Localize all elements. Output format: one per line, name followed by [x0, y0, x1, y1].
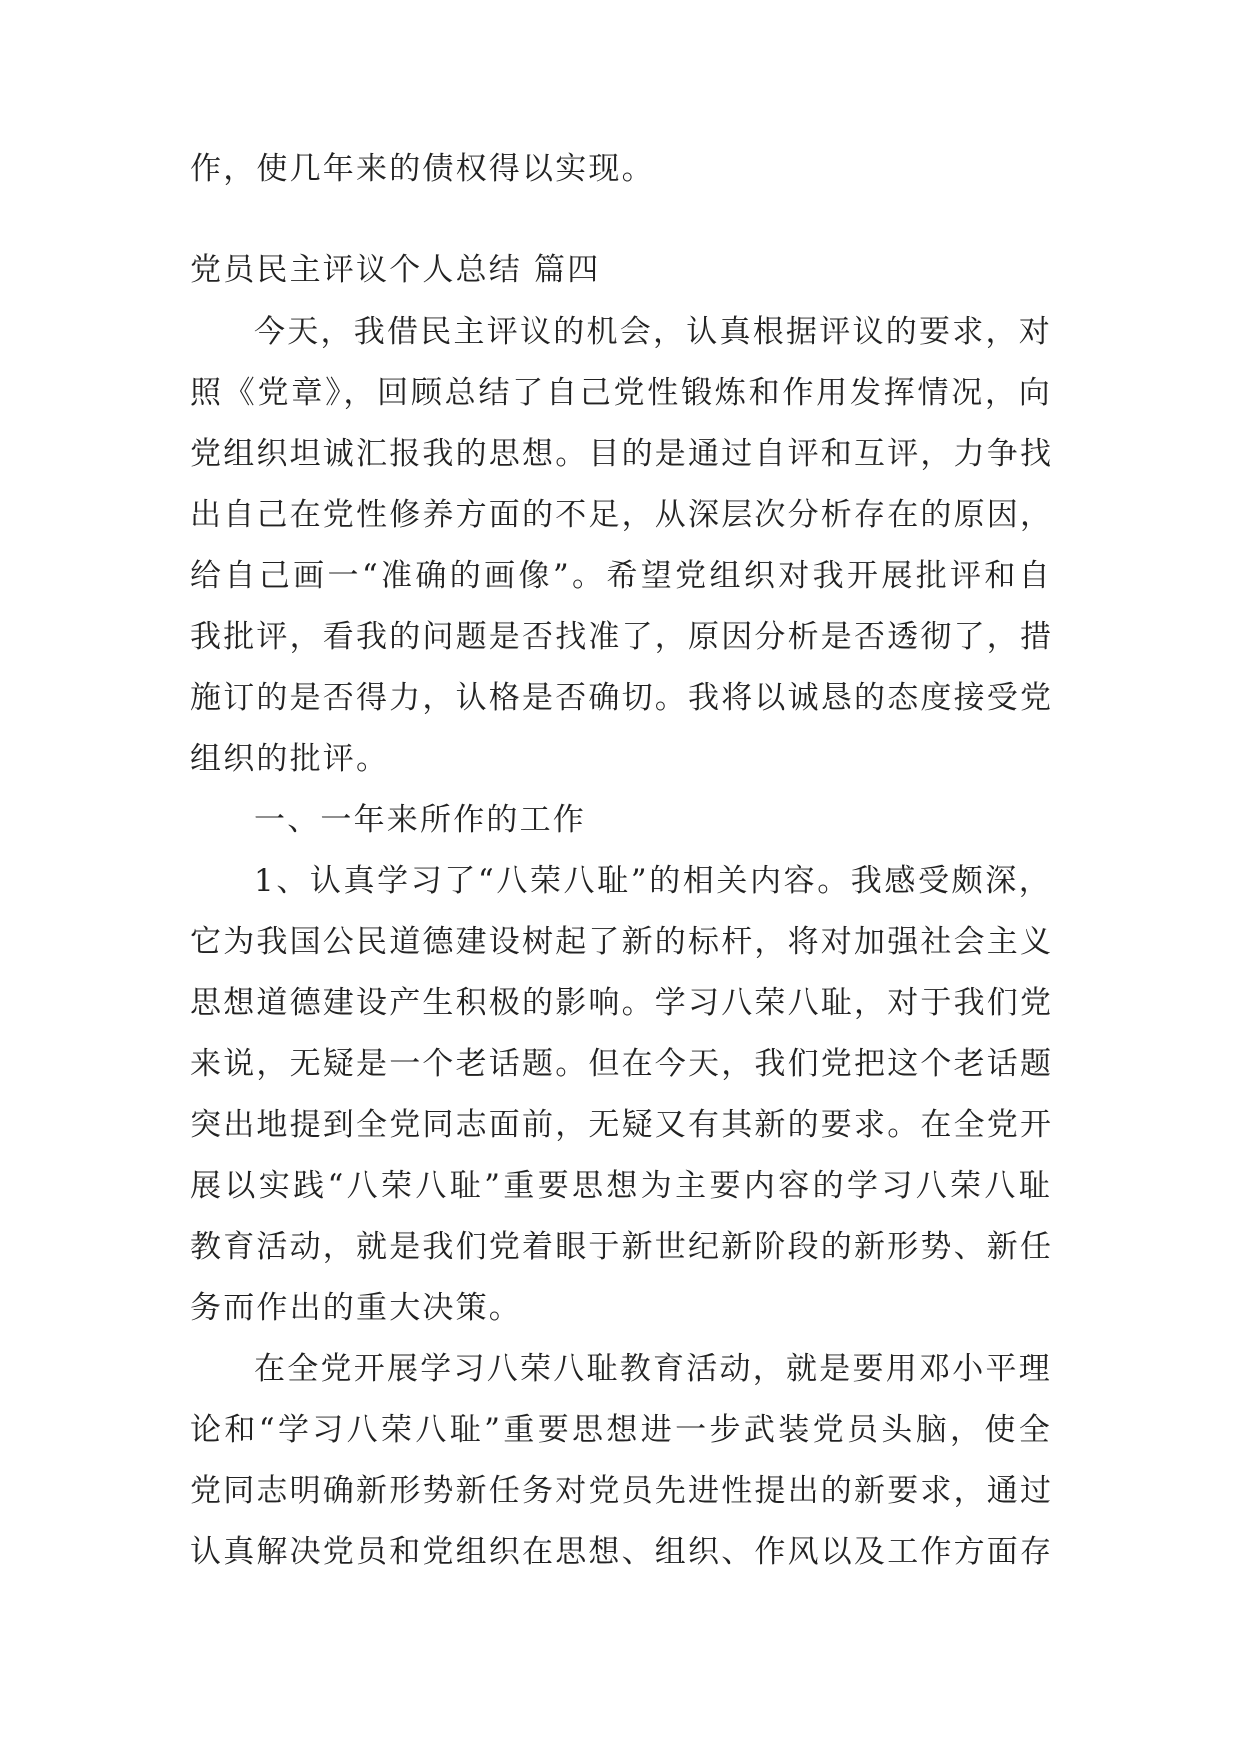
text-line: 在全党开展学习八荣八耻教育活动，就是要用邓小平理 [254, 1351, 1052, 1387]
text-line: 组织的批评。 [190, 741, 390, 777]
text-line: 论和“学习八荣八耻”重要思想进一步武装党员头脑，使全 [190, 1412, 1052, 1448]
text-line: 照《党章》，回顾总结了自己党性锻炼和作用发挥情况，向 [190, 375, 1052, 411]
text-line: 党组织坦诚汇报我的思想。目的是通过自评和互评，力争找 [190, 436, 1054, 472]
text-line: 1、认真学习了“八荣八耻”的相关内容。我感受颇深， [254, 863, 1052, 899]
paragraph-item-1 [190, 851, 1052, 1339]
subheading-block [190, 790, 1052, 851]
subheading: 一、一年来所作的工作 [254, 802, 586, 838]
continuation-paragraph [190, 139, 1052, 200]
text-line: 施订的是否得力，认格是否确切。我将以诚恳的态度接受党 [190, 680, 1054, 716]
text-line: 党同志明确新形势新任务对党员先进性提出的新要求，通过 [190, 1473, 1054, 1509]
text-line: 出自己在党性修养方面的不足，从深层次分析存在的原因， [190, 497, 1054, 533]
text-line: 思想道德建设产生积极的影响。学习八荣八耻，对于我们党 [190, 985, 1054, 1021]
text-line: 认真解决党员和党组织在思想、组织、作风以及工作方面存 [190, 1534, 1054, 1570]
text-line: 展以实践“八荣八耻”重要思想为主要内容的学习八荣八耻 [190, 1168, 1052, 1204]
text-line: 给自己画一“准确的画像”。希望党组织对我开展批评和自 [190, 558, 1052, 594]
paragraph-intro [190, 302, 1052, 790]
text-line: 它为我国公民道德建设树起了新的标杆，将对加强社会主义 [190, 924, 1054, 960]
text-line: 务而作出的重大决策。 [190, 1290, 522, 1326]
section-title: 党员民主评议个人总结 篇四 [190, 252, 601, 288]
text-line: 突出地提到全党同志面前，无疑又有其新的要求。在全党开 [190, 1107, 1054, 1143]
text-line: 我批评，看我的问题是否找准了，原因分析是否透彻了，措 [190, 619, 1054, 655]
text-line: 来说，无疑是一个老话题。但在今天，我们党把这个老话题 [190, 1046, 1054, 1082]
paragraph-body [190, 1339, 1052, 1583]
text-line: 今天，我借民主评议的机会，认真根据评议的要求，对 [254, 314, 1052, 350]
text-line: 作，使几年来的债权得以实现。 [190, 151, 655, 187]
text-line: 教育活动，就是我们党着眼于新世纪新阶段的新形势、新任 [190, 1229, 1054, 1265]
section-title-block [190, 240, 1052, 301]
